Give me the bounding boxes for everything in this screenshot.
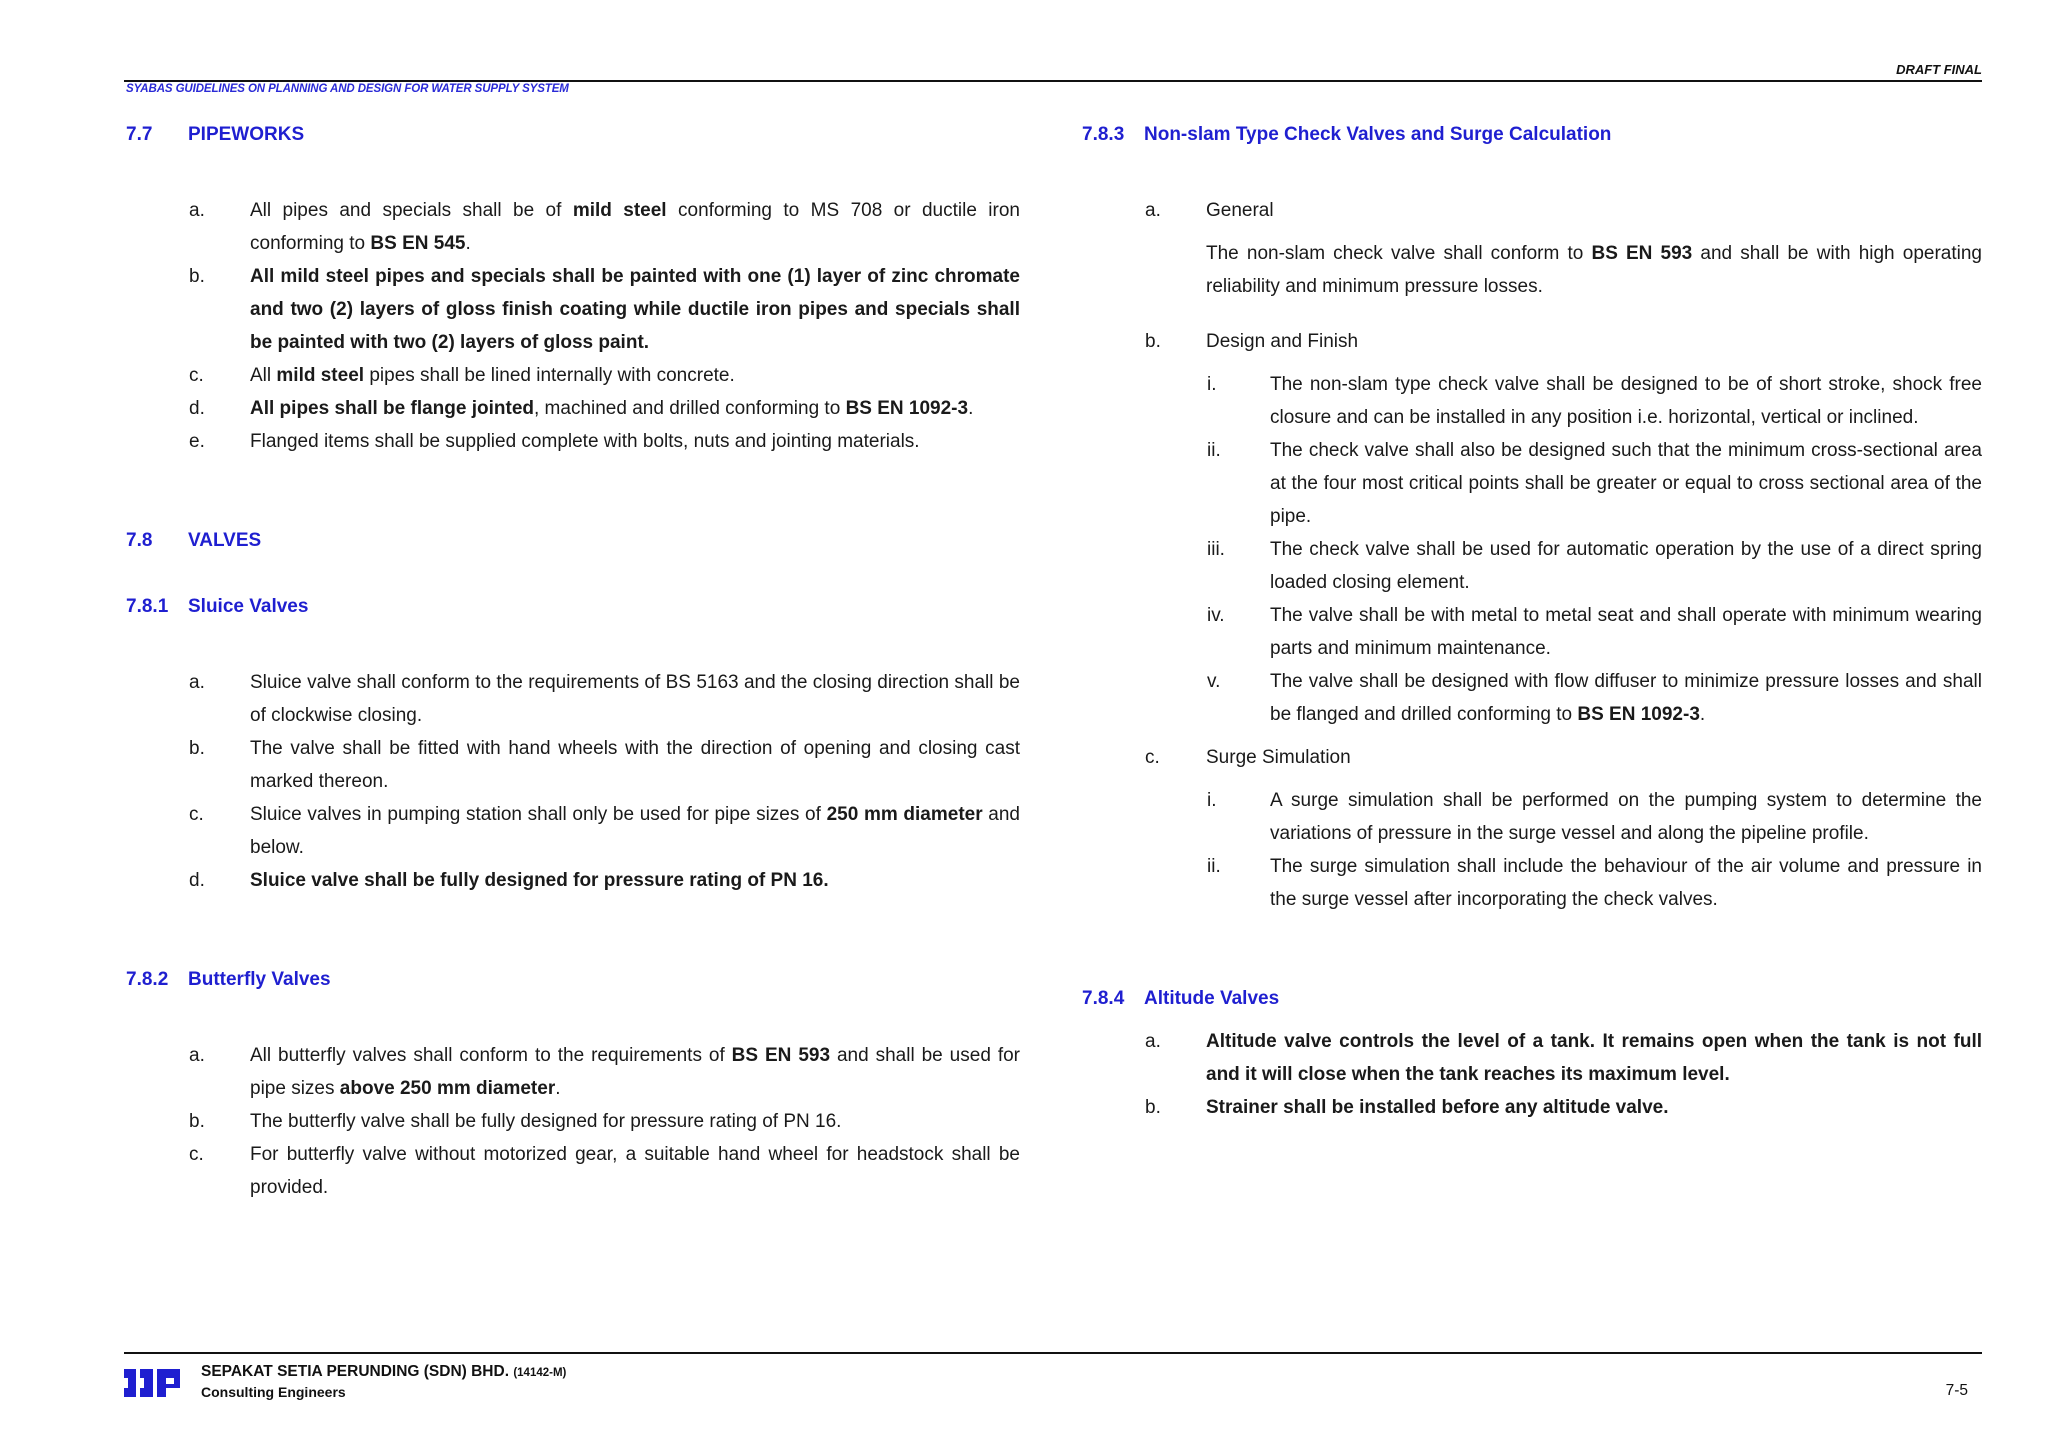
list-item [1082,784,1982,850]
list-item [126,260,1020,359]
text: For butterfly valve without motorized gear, a suitable hand wheel for headstock shall be provided. [250,1144,1020,1198]
section-heading-7-8 [126,524,1020,557]
subheading: Design and Finish [1206,331,1359,352]
text: and shall be used for pipe sizes [250,1045,1020,1099]
section-number: 7.8.4 [1082,988,1125,1009]
list-marker: d. [189,870,205,891]
text: Sluice valves in pumping station shall only be used for pipe sizes of [250,804,827,825]
section-number: 7.8.2 [126,969,169,990]
altitude-valves-list [1082,1025,1982,1124]
section-heading-7-8-4 [1082,982,1982,1015]
list-marker: ii. [1207,856,1221,877]
text: The valve shall be with metal to metal seat and shall operate with minimum wearing parts and minimum maintenance. [1270,605,1982,659]
list-item [1082,599,1982,665]
header-rule [124,80,1982,82]
list-item [126,359,1020,392]
design-finish-list [1082,368,1982,731]
text: . [555,1078,561,1099]
bold-text: BS EN 593 [731,1045,831,1066]
section-title: Sluice Valves [188,596,309,617]
list-marker: e. [189,431,205,452]
company-logo-icon [124,1366,184,1400]
list-item [126,1105,1020,1138]
section-number: 7.7 [126,124,153,145]
list-item [126,425,1020,458]
section-heading-7-8-1 [126,590,1020,623]
list-marker: a. [189,1045,205,1066]
list-item [126,864,1020,897]
list-marker: a. [1145,200,1161,221]
text: The non-slam type check valve shall be designed to be of short stroke, shock free closure and can be installed in any position i.e. horizontal, vertical or inclined. [1270,374,1982,428]
text: . [1699,704,1706,725]
section-number: 7.8 [126,530,153,551]
general-paragraph [1082,237,1982,303]
list-marker: b. [189,738,205,759]
list-item [1082,850,1982,916]
list-marker: a. [189,672,205,693]
list-marker: b. [189,1111,205,1132]
list-item [1082,368,1982,434]
company-tagline: Consulting Engineers [201,1384,346,1400]
list-marker: ii. [1207,440,1221,461]
document-title: SYABAS GUIDELINES ON PLANNING AND DESIGN FOR WATER SUPPLY SYSTEM [126,83,569,95]
bold-text: Altitude valve controls the level of a tank. It remains open when the tank is not full and it will close when the tank reaches its maximum level. [1206,1031,1982,1085]
company-name: SEPAKAT SETIA PERUNDING (SDN) BHD. [201,1363,510,1380]
bold-text: All mild steel pipes and specials shall be painted with one (1) layer of zinc chromate and two (2) layers of gloss finish coating while ductile iron pipes and specials shall be painted with two (2) layers of gloss paint. [250,266,1020,353]
list-item [126,732,1020,798]
subheading: Surge Simulation [1206,747,1351,768]
text: The check valve shall also be designed such that the minimum cross-sectional area at the four most critical points shall be greater or equal to cross sectional area of the pipe. [1270,440,1982,527]
section-heading-7-8-2 [126,963,1020,996]
list-item [126,1138,1020,1204]
bold-text: BS EN 1092-3 [845,398,969,419]
pipeworks-list [126,194,1020,458]
text: Sluice valve shall conform to the requirements of BS 5163 and the closing direction shall be of clockwise closing. [250,672,1020,726]
list-item [126,392,1020,425]
text: A surge simulation shall be performed on the pumping system to determine the variations of pressure in the surge vessel and along the pipeline profile. [1270,790,1982,844]
bold-text: 250 mm diameter [826,804,983,825]
section-title: VALVES [188,530,262,551]
bold-text: BS EN 1092-3 [1577,704,1700,725]
text: The butterfly valve shall be fully designed for pressure rating of PN 16. [250,1111,842,1132]
text: All butterfly valves shall conform to the requirements of [250,1045,732,1066]
list-marker: c. [189,1144,204,1165]
list-item [1082,1025,1982,1091]
text: . [465,233,471,254]
list-item [126,798,1020,864]
bold-text: Strainer shall be installed before any altitude valve. [1206,1097,1669,1118]
list-marker: c. [189,804,204,825]
bold-text: BS EN 545 [370,233,466,254]
text: conforming to MS 708 or ductile iron conforming to [250,200,1020,254]
list-marker: d. [189,398,205,419]
bold-text: mild steel [572,200,667,221]
bold-text: Sluice valve shall be fully designed for pressure rating of PN 16 [250,870,824,891]
right-column [1082,118,1982,1124]
list-item [126,1039,1020,1105]
left-column [126,118,1020,1204]
company-registration: (14142-M) [513,1367,567,1379]
text: and below. [250,804,1021,858]
text: The surge simulation shall include the behaviour of the air volume and pressure in the surge vessel after incorporating the check valves. [1270,856,1982,910]
section-title: Non-slam Type Check Valves and Surge Calculation [1144,124,1612,145]
page-number: 7-5 [1945,1382,1968,1399]
text: The check valve shall be used for automatic operation by the use of a direct spring loaded closing element. [1270,539,1982,593]
text: and shall be with high operating reliability and minimum pressure losses. [1206,243,1983,297]
text: The non-slam check valve shall conform to [1206,243,1592,264]
general-heading [1082,194,1982,227]
list-marker: a. [189,200,205,221]
text: All [250,365,277,386]
butterfly-valves-list [126,1039,1020,1204]
list-item [1082,665,1982,731]
list-marker: i. [1207,374,1217,395]
section-heading-7-8-3 [1082,118,1982,151]
list-marker: b. [189,266,205,287]
text: , machined and drilled conforming to [534,398,846,419]
bold-text: All pipes shall be flange jointed [250,398,534,419]
text: pipes shall be lined internally with concrete. [364,365,735,386]
text: All pipes and specials shall be of [250,200,573,221]
footer-rule [124,1352,1982,1354]
list-item [126,666,1020,732]
list-marker: c. [189,365,204,386]
list-marker: iii. [1207,539,1225,560]
section-number: 7.8.1 [126,596,169,617]
list-item [126,194,1020,260]
section-heading-7-7 [126,118,1020,151]
section-title: Butterfly Valves [188,969,331,990]
sluice-valves-list [126,666,1020,897]
list-item [1082,1091,1982,1124]
section-number: 7.8.3 [1082,124,1125,145]
subheading: General [1206,200,1274,221]
draft-label: DRAFT FINAL [1896,62,1982,77]
list-marker: a. [1145,1031,1161,1052]
list-marker: i. [1207,790,1217,811]
list-item [1082,533,1982,599]
bold-text: above 250 mm diameter [339,1078,556,1099]
section-title: Altitude Valves [1144,988,1280,1009]
list-marker: v. [1207,671,1221,692]
bold-text: mild steel [276,365,365,386]
list-marker: b. [1145,331,1161,352]
section-title: PIPEWORKS [188,124,305,145]
design-finish-heading [1082,325,1982,358]
surge-simulation-heading [1082,741,1982,774]
text: Flanged items shall be supplied complete with bolts, nuts and jointing materials. [250,431,920,452]
list-marker: c. [1145,747,1160,768]
company-block [201,1362,566,1402]
list-marker: b. [1145,1097,1161,1118]
list-marker: iv. [1207,605,1225,626]
bold-text: BS EN 593 [1591,243,1693,264]
bold-text: . [823,870,829,891]
list-item [1082,434,1982,533]
text: The valve shall be fitted with hand wheels with the direction of opening and closing cast marked thereon. [250,738,1020,792]
text: The valve shall be designed with flow diffuser to minimize pressure losses and shall be flanged and drilled conforming to [1270,671,1982,725]
text: . [968,398,974,419]
surge-simulation-list [1082,784,1982,916]
